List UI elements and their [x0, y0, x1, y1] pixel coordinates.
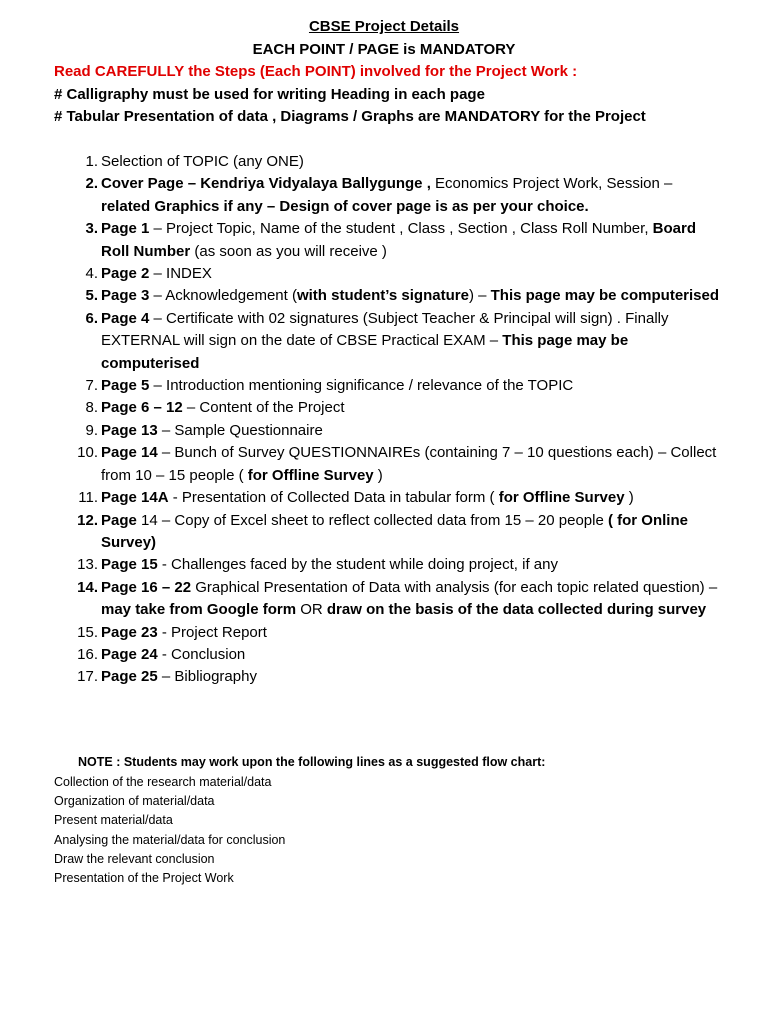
- step-text: This page may be computerised: [101, 332, 629, 372]
- step-item: [54, 375, 724, 397]
- step-text: Page 14A: [101, 489, 169, 507]
- step-text: Page 6 – 12: [101, 399, 183, 417]
- flow-chart-list: [54, 773, 285, 888]
- step-text: – Project Topic, Name of the student , Class , Section , Class Roll Number,: [149, 220, 653, 238]
- step-item: [54, 442, 724, 487]
- step-item: [54, 151, 724, 173]
- step-number: 15.: [77, 623, 98, 641]
- step-text: OR: [296, 601, 327, 619]
- step-item: [54, 173, 724, 218]
- flow-item: Present material/data: [54, 813, 173, 828]
- step-text: may take from Google form: [101, 601, 297, 619]
- step-item: [54, 487, 724, 509]
- step-text: Cover Page – Kendriya Vidyalaya Ballygunge ,: [101, 175, 436, 193]
- step-text: draw on the basis of the data collected during survey: [326, 601, 707, 619]
- flow-item: Draw the relevant conclusion: [54, 851, 215, 866]
- step-text: Selection of TOPIC (any ONE): [101, 153, 304, 170]
- step-number: 12.: [77, 511, 98, 529]
- step-number: 5.: [85, 287, 98, 305]
- step-text: with student’s signature: [296, 287, 469, 305]
- flow-item: Presentation of the Project Work: [54, 871, 234, 886]
- page-title: CBSE Project Details: [308, 18, 460, 35]
- step-text: - Conclusion: [157, 645, 246, 663]
- step-item: [54, 510, 724, 555]
- step-number: 6.: [85, 309, 98, 327]
- step-item: [54, 263, 724, 285]
- step-number: 14.: [77, 578, 98, 596]
- step-number: 7.: [85, 377, 98, 395]
- step-number: 10.: [77, 444, 98, 462]
- step-text: ) –: [468, 287, 491, 305]
- step-text: for Offline Survey: [247, 466, 374, 484]
- step-text: – Acknowledgement (: [149, 287, 297, 305]
- step-item: [54, 397, 724, 419]
- step-text: Board Roll Number: [101, 220, 696, 260]
- step-text: Page 13: [101, 421, 158, 439]
- step-number: 16.: [77, 645, 98, 663]
- step-item: [54, 577, 724, 622]
- step-number: 4.: [85, 265, 98, 283]
- step-number: 11.: [78, 489, 98, 507]
- step-number: 2.: [85, 175, 98, 193]
- step-item: [54, 420, 724, 442]
- step-text: Page 23: [101, 623, 158, 641]
- step-item: [54, 285, 724, 307]
- step-text: 14 – Copy of Excel sheet to reflect collected data from 15 – 20 people: [136, 511, 608, 529]
- step-text: for Offline Survey: [498, 489, 625, 507]
- step-text: Page 25: [101, 668, 158, 686]
- step-text: ): [373, 466, 383, 484]
- flow-item: Analysing the material/data for conclusion: [54, 832, 286, 847]
- step-item: [54, 218, 724, 263]
- step-item: [54, 622, 724, 644]
- step-text: - Presentation of Collected Data in tabular form (: [168, 489, 499, 507]
- step-text: Page: [101, 511, 137, 529]
- step-text: – Sample Questionnaire: [157, 421, 323, 439]
- step-text: – Certificate with 02 signatures (Subject Teacher & Principal will sign) . Finally EXTERNAL will sign on the date of CBSE Practical EXAM –: [101, 309, 669, 350]
- step-text: – Introduction mentioning significance / relevance of the TOPIC: [149, 377, 574, 395]
- flow-item: Collection of the research material/data: [54, 775, 272, 789]
- step-text: – Bunch of Survey QUESTIONNAIREs (containing 7 – 10 questions each) – Collect from 10 – 15 people (: [101, 444, 717, 484]
- step-number: 3.: [85, 220, 98, 238]
- flow-item: Organization of material/data: [54, 794, 215, 809]
- step-number: 9.: [85, 421, 98, 439]
- step-text: Page 14: [101, 444, 158, 462]
- step-text: (as soon as you will receive ): [190, 242, 387, 260]
- step-text: – Content of the Project: [182, 399, 345, 417]
- step-text: ( for Online Survey): [101, 511, 688, 551]
- step-text: – Bibliography: [157, 668, 257, 686]
- step-text: Page 16 – 22: [101, 578, 192, 596]
- step-text: Page 1: [101, 220, 150, 238]
- step-number: 17.: [77, 668, 98, 686]
- step-text: This page may be computerised: [490, 287, 720, 305]
- step-text: Page 4: [101, 309, 150, 327]
- step-number: 13.: [77, 556, 98, 574]
- step-text: Page 15: [101, 556, 158, 574]
- warning-line: Read CAREFULLY the Steps (Each POINT) involved for the Project Work :: [54, 63, 578, 80]
- project-steps-list: [54, 151, 724, 689]
- step-text: related Graphics if any – Design of cover page is as per your choice.: [101, 197, 589, 215]
- step-text: Page 2: [101, 265, 150, 283]
- step-text: Page 5: [101, 377, 150, 395]
- step-text: Page 3: [101, 287, 150, 305]
- step-text: Economics Project Work, Session –: [435, 175, 673, 193]
- step-text: – INDEX: [149, 265, 212, 283]
- step-text: Graphical Presentation of Data with analysis (for each topic related question) –: [191, 578, 718, 596]
- step-number: 1.: [85, 153, 98, 170]
- step-text: - Challenges faced by the student while doing project, if any: [157, 556, 558, 574]
- step-item: [54, 554, 724, 576]
- step-item: [54, 644, 724, 666]
- step-item: [54, 308, 724, 375]
- step-item: [54, 666, 724, 688]
- step-text: Page 24: [101, 645, 158, 663]
- step-text: ): [624, 489, 634, 507]
- tabular-presentation-rule: # Tabular Presentation of data , Diagrams / Graphs are MANDATORY for the Project: [54, 108, 646, 125]
- flow-chart-note: NOTE : Students may work upon the following lines as a suggested flow chart:: [78, 755, 546, 769]
- step-text: - Project Report: [157, 623, 267, 641]
- step-number: 8.: [85, 399, 98, 417]
- calligraphy-rule: # Calligraphy must be used for writing Heading in each page: [54, 86, 485, 103]
- page-subtitle: EACH POINT / PAGE is MANDATORY: [252, 41, 516, 58]
